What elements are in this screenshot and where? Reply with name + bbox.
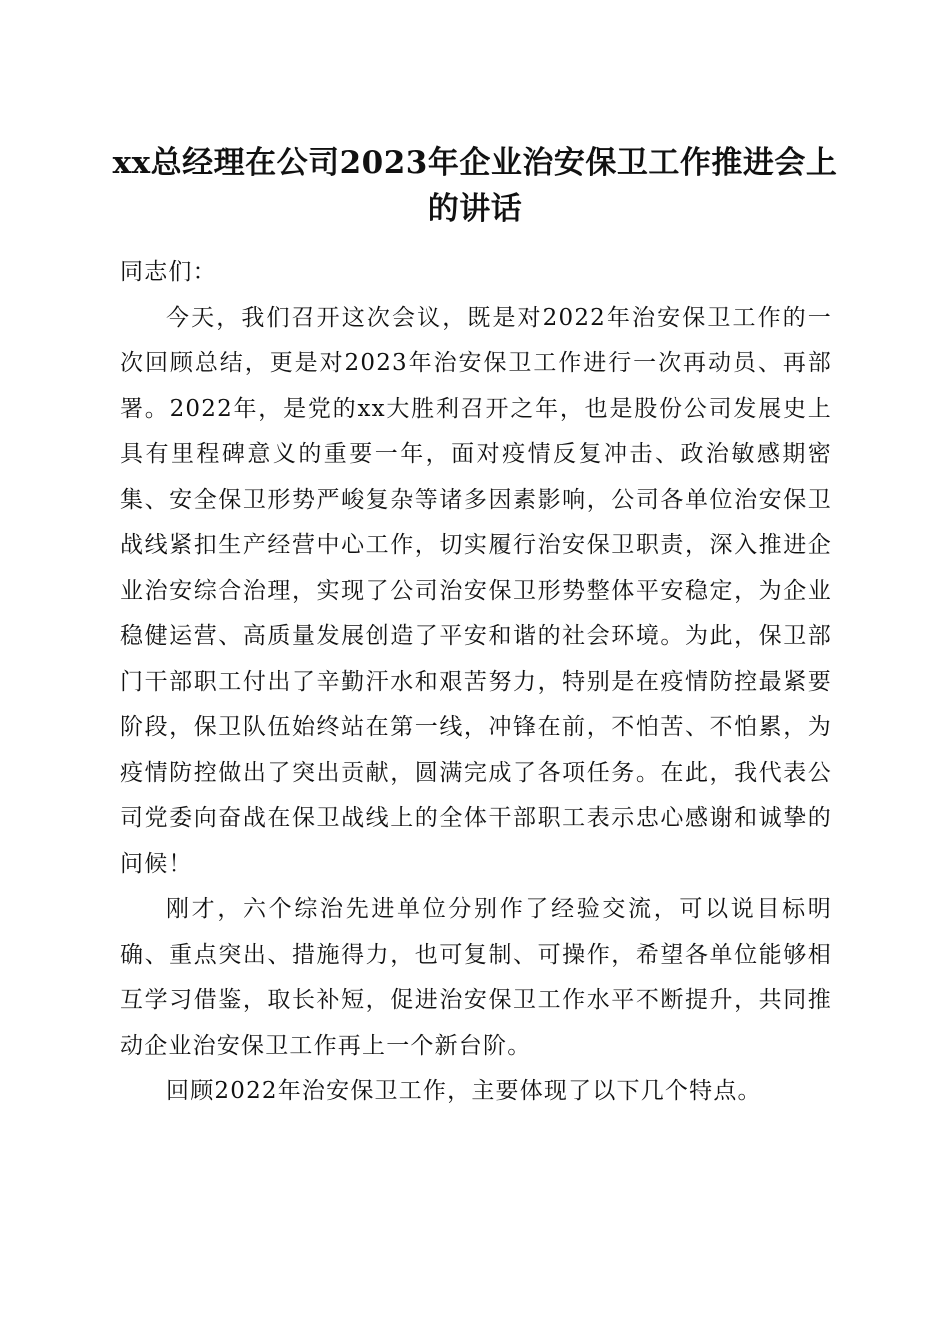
document-body <box>120 250 832 1115</box>
paragraph-3: 回顾2022年治安保卫工作，主要体现了以下几个特点。 <box>166 1078 762 1104</box>
salutation: 同志们： <box>120 259 217 285</box>
paragraph-2: 刚才，六个综治先进单位分别作了经验交流，可以说目标明确、重点突出、措施得力，也可复制、可操作，希望各单位能够相互学习借鉴，取长补短，促进治安保卫工作水平不断提升，共同推动企业治安保卫工作再上一个新台阶。 <box>120 896 832 1059</box>
paragraph-1: 今天，我们召开这次会议，既是对2022年治安保卫工作的一次回顾总结，更是对2023年治安保卫工作进行一次再动员、再部署。2022年，是党的xx大胜利召开之年，也是股份公司发展史上具有里程碑意义的重要一年，面对疫情反复冲击、政治敏感期密集、安全保卫形势严峻复杂等诸多因素影响，公司各单位治安保卫战线紧扣生产经营中心工作，切实履行治安保卫职责，深入推进企业治安综合治理，实现了公司治安保卫形势整体平安稳定，为企业稳健运营、高质量发展创造了平安和谐的社会环境。为此，保卫部门干部职工付出了辛勤汗水和艰苦努力，特别是在疫情防控最紧要阶段，保卫队伍始终站在第一线，冲锋在前，不怕苦、不怕累，为疫情防控做出了突出贡献，圆满完成了各项任务。在此，我代表公司党委向奋战在保卫战线上的全体干部职工表示忠心感谢和诚挚的问候！ <box>120 304 832 877</box>
document-title: xx总经理在公司2023年企业治安保卫工作推进会上的讲话 <box>112 145 838 227</box>
